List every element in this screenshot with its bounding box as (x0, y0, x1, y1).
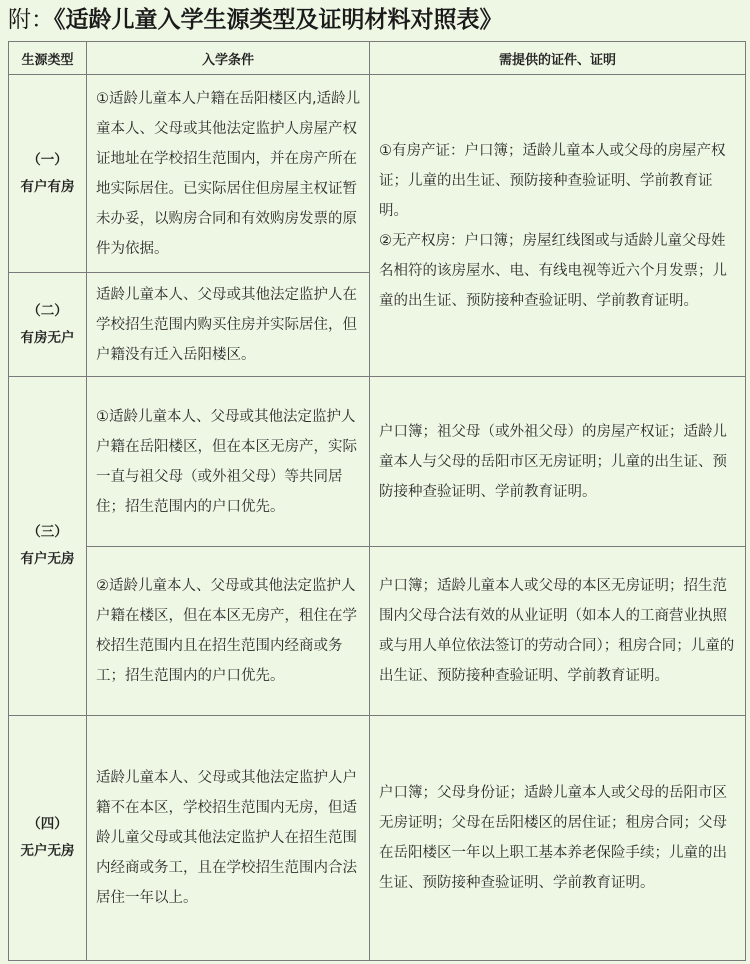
type-number: （二） (27, 302, 68, 319)
condition-cell-4: 适龄儿童本人、父母或其他法定监护人户籍不在本区，学校招生范围内无房，但适龄儿童父母或其他法定监护人在招生范围内经商或务工，且在学校招生范围内合法居住一年以上。 (87, 716, 370, 961)
type-number: （一） (27, 151, 68, 168)
proof-cell-4: 户口簿；父母身份证；适龄儿童本人或父母的岳阳市区无房证明；父母在岳阳楼区的居住证；租房合同；父母在岳阳楼区一年以上职工基本养老保险手续；儿童的出生证、预防接种查验证明、学前教育证明。 (370, 716, 746, 961)
type-cell-3 (9, 377, 87, 716)
type-number: （三） (27, 524, 68, 540)
header-type: 生源类型 (9, 42, 87, 75)
type-label: 有房无户 (20, 329, 75, 346)
condition-cell-3a: ①适龄儿童本人、父母或其他法定监护人户籍在岳阳楼区，但在本区无房产，实际一直与祖父母（或外祖父母）等共同居住；招生范围内的户口优先。 (87, 377, 370, 547)
condition-cell-3b: ②适龄儿童本人、父母或其他法定监护人户籍在楼区，但在本区无房产，租住在学校招生范围内且在招生范围内经商或务工；招生范围内的户口优先。 (87, 547, 370, 716)
type-number: （四） (27, 816, 68, 832)
table-row (9, 75, 746, 273)
title-prefix: 附： (8, 7, 54, 33)
type-cell-2 (9, 273, 87, 377)
condition-cell-1: ①适龄儿童本人户籍在岳阳楼区内,适龄儿童本人、父母或其他法定监护人房屋产权证地址在学校招生范围内，并在房产所在地实际居住。已实际居住但房屋主权证暂未办妥，以购房合同和有效购房发票的原件为依据。 (87, 75, 370, 273)
table-row (9, 377, 746, 547)
proof-cell-3b: 户口簿；适龄儿童本人或父母的本区无房证明；招生范围内父母合法有效的从业证明（如本人的工商营业执照或与用人单位依法签订的劳动合同）；租房合同；儿童的出生证、预防接种查验证明、学前教育证明。 (370, 547, 746, 716)
enrollment-table (8, 41, 746, 961)
proof-part-2: ②无产权房：户口簿；房屋红线图或与适龄儿童父母姓名相符的该房屋水、电、有线电视等近六个月发票；儿童的出生证、预防接种查验证明、学前教育证明。 (379, 232, 727, 309)
header-condition: 入学条件 (87, 42, 370, 75)
proof-cell-3a: 户口簿；祖父母（或外祖父母）的房屋产权证；适龄儿童本人与父母的岳阳市区无房证明；儿童的出生证、预防接种查验证明、学前教育证明。 (370, 377, 746, 547)
condition-cell-2: 适龄儿童本人、父母或其他法定监护人在学校招生范围内购买住房并实际居住，但户籍没有迁入岳阳楼区。 (87, 273, 370, 377)
type-label: 有户无房 (20, 551, 75, 567)
table-row (9, 547, 746, 716)
type-label: 有户有房 (20, 178, 75, 195)
type-cell-4 (9, 716, 87, 961)
title-main: 《适龄儿童入学生源类型及证明材料对照表》 (54, 7, 503, 33)
table-header-row (9, 42, 746, 75)
type-cell-1 (9, 75, 87, 273)
proof-cell-1-2 (370, 75, 746, 377)
proof-part-1: ①有房产证：户口簿；适龄儿童本人或父母的房屋产权证；儿童的出生证、预防接种查验证明、学前教育证明。 (379, 142, 726, 219)
header-proof: 需提供的证件、证明 (370, 42, 746, 75)
page-title (8, 2, 748, 38)
type-label: 无户无房 (20, 843, 75, 859)
table-row (9, 716, 746, 961)
